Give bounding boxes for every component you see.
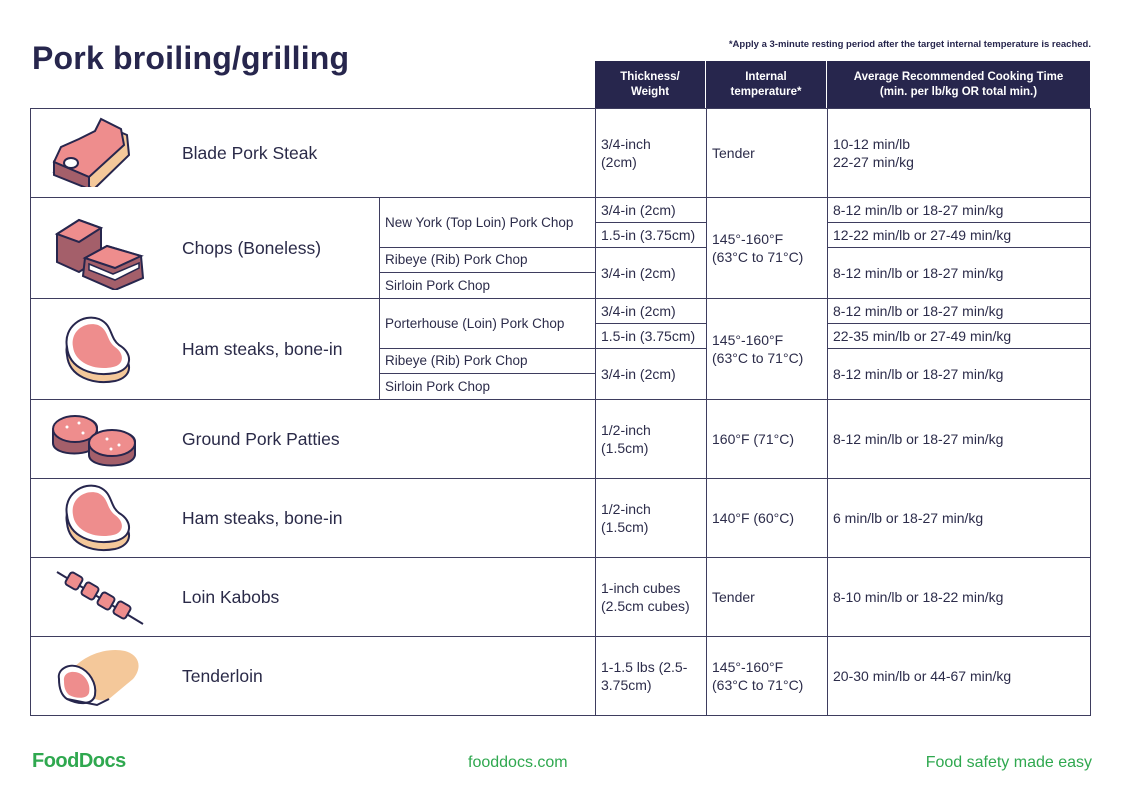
page-title: Pork broiling/grilling xyxy=(32,40,350,76)
header-temperature: Internal temperature* xyxy=(706,61,827,108)
time-cell: 22-35 min/lb or 27-49 min/kg xyxy=(833,328,1012,344)
item-name: Ham steaks, bone-in xyxy=(182,338,343,359)
cooking-table xyxy=(30,108,1091,716)
header-cooking-time: Average Recommended Cooking Time (min. per lb/kg OR total min.) xyxy=(827,61,1091,108)
table-row xyxy=(31,109,1090,198)
ground-patties-icon xyxy=(49,409,141,469)
table-row xyxy=(31,299,1090,400)
item-name: Chops (Boneless) xyxy=(182,237,322,258)
thickness-cell: 1/2-inch (1.5cm) xyxy=(601,501,651,535)
header-thickness: Thickness/ Weight xyxy=(595,61,706,108)
sub-item: New York (Top Loin) Pork Chop xyxy=(385,214,574,230)
time-cell: 6 min/lb or 18-27 min/kg xyxy=(833,510,984,526)
thickness-cell: 1.5-in (3.75cm) xyxy=(601,328,696,344)
tenderloin-icon xyxy=(53,643,145,709)
resting-note: *Apply a 3-minute resting period after the target internal temperature is reached. xyxy=(728,39,1091,50)
time-cell: 8-10 min/lb or 18-22 min/kg xyxy=(833,589,1004,605)
item-name: Ham steaks, bone-in xyxy=(182,507,343,528)
thickness-cell: 3/4-inch (2cm) xyxy=(601,136,651,170)
table-row xyxy=(31,479,1090,558)
time-cell: 8-12 min/lb or 18-27 min/kg xyxy=(833,265,1004,281)
table-row xyxy=(31,198,1090,299)
fooddocs-logo: FoodDocs xyxy=(32,750,126,772)
table-row xyxy=(31,400,1090,479)
item-name: Tenderloin xyxy=(182,665,263,686)
thickness-cell: 3/4-in (2cm) xyxy=(601,265,676,281)
time-cell: 12-22 min/lb or 27-49 min/kg xyxy=(833,227,1012,243)
ham-steak-icon xyxy=(57,315,137,387)
temperature-cell: Tender xyxy=(712,145,755,161)
kabob-skewer-icon xyxy=(53,568,145,628)
time-cell: 10-12 min/lb 22-27 min/kg xyxy=(833,136,914,170)
thickness-cell: 3/4-in (2cm) xyxy=(601,202,676,218)
footer-url[interactable]: fooddocs.com xyxy=(468,754,568,771)
thickness-cell: 1/2-inch (1.5cm) xyxy=(601,422,651,456)
pork-steak-icon xyxy=(49,117,139,187)
temperature-cell: Tender xyxy=(712,589,755,605)
time-cell: 8-12 min/lb or 18-27 min/kg xyxy=(833,303,1004,319)
table-row xyxy=(31,558,1090,637)
item-name: Ground Pork Patties xyxy=(182,428,340,449)
sub-item: Ribeye (Rib) Pork Chop xyxy=(385,252,528,267)
time-cell: 20-30 min/lb or 44-67 min/kg xyxy=(833,668,1012,684)
temperature-cell: 145°-160°F (63°C to 71°C) xyxy=(712,332,804,366)
item-name: Loin Kabobs xyxy=(182,586,280,607)
temperature-cell: 145°-160°F (63°C to 71°C) xyxy=(712,231,804,265)
pork-chops-icon xyxy=(49,208,149,290)
time-cell: 8-12 min/lb or 18-27 min/kg xyxy=(833,366,1004,382)
sub-item: Ribeye (Rib) Pork Chop xyxy=(385,353,528,368)
temperature-cell: 160°F (71°C) xyxy=(712,431,795,447)
thickness-cell: 1-1.5 lbs (2.5-3.75cm) xyxy=(601,659,688,693)
thickness-cell: 3/4-in (2cm) xyxy=(601,366,676,382)
temperature-cell: 145°-160°F (63°C to 71°C) xyxy=(712,659,804,693)
thickness-cell: 1.5-in (3.75cm) xyxy=(601,227,696,243)
sub-item: Sirloin Pork Chop xyxy=(385,378,491,394)
temperature-cell: 140°F (60°C) xyxy=(712,510,795,526)
table-row xyxy=(31,637,1090,715)
ham-steak-icon xyxy=(57,483,137,555)
time-cell: 8-12 min/lb or 18-27 min/kg xyxy=(833,202,1004,218)
item-name: Blade Pork Steak xyxy=(182,142,318,163)
sub-item: Porterhouse (Loin) Pork Chop xyxy=(385,315,565,331)
footer-tagline: Food safety made easy xyxy=(925,754,1092,771)
time-cell: 8-12 min/lb or 18-27 min/kg xyxy=(833,431,1004,447)
sub-item: Sirloin Pork Chop xyxy=(385,277,491,293)
thickness-cell: 3/4-in (2cm) xyxy=(601,303,676,319)
thickness-cell: 1-inch cubes (2.5cm cubes) xyxy=(601,580,690,614)
